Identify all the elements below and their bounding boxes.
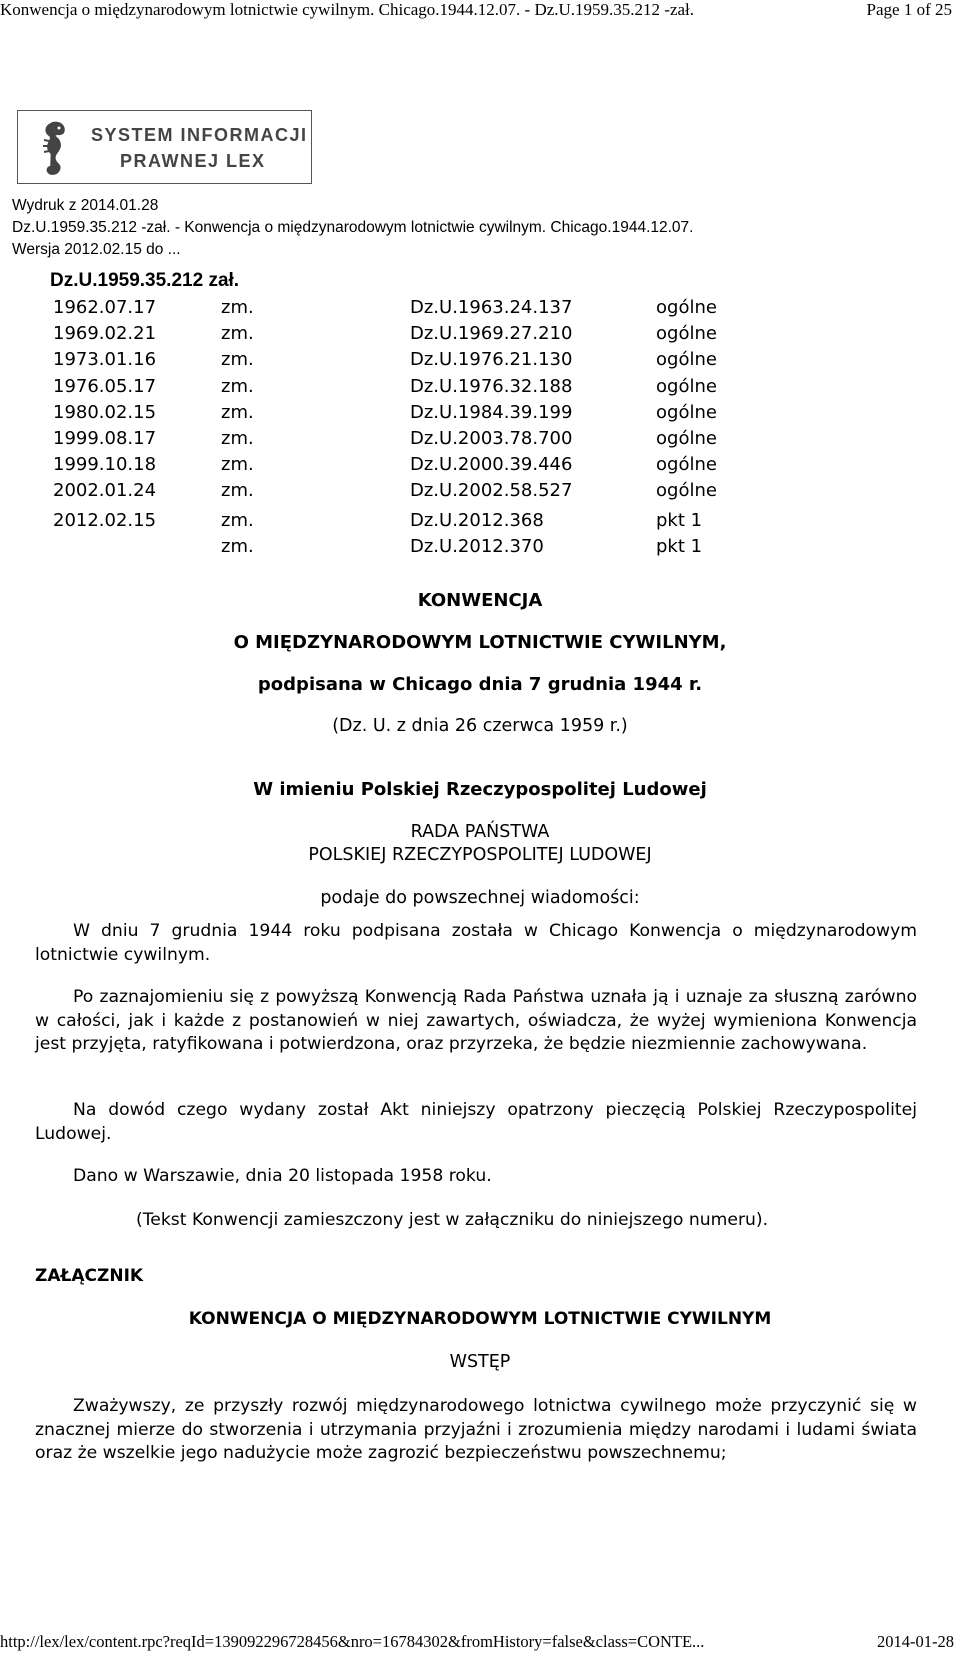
amendment-type: zm. (221, 375, 254, 397)
amendment-date: 1999.08.17 (53, 427, 157, 449)
amendment-date: 1976.05.17 (53, 375, 157, 397)
amendment-ref: Dz.U.2012.368 (410, 509, 544, 531)
amendment-kind: ogólne (656, 323, 717, 345)
amendment-date: 1969.02.21 (53, 323, 157, 345)
amendment-date: 1973.01.16 (53, 349, 157, 371)
annex-title: KONWENCJA O MIĘDZYNARODOWYM LOTNICTWIE CYWILNYM (188, 1309, 772, 1329)
amendment-type: zm. (221, 427, 254, 449)
amendment-ref: Dz.U.2002.58.527 (410, 480, 573, 502)
amendment-kind: ogólne (656, 401, 717, 423)
amendment-type: zm. (221, 323, 254, 345)
amendment-row (53, 478, 753, 504)
amendment-ref: Dz.U.2000.39.446 (410, 454, 573, 476)
annex-label: ZAŁĄCZNIK (35, 1266, 144, 1286)
paragraph-ratification: Po zaznajomieniu się z powyższą Konwencją Rada Państwa uznała ją i uznaje za słuszną zarówno w całości, jak i każde z postanowień w niej zawartych, oświadcza, że wyżej wymieniona Konwencja jest przyjęta, ratyfikowana i potwierdzona, oraz przyrzeka, że będzie niezmiennie zachowywana. (35, 987, 917, 1054)
amendment-row (53, 452, 753, 478)
paragraph-preamble: Zważywszy, ze przyszły rozwój międzynarodowego lotnictwa cywilnego może przyczynić się w znacznej mierze do stworzenia i utrzymania przyjaźni i zrozumienia między narodami i ludami świata oraz że wszelkie jego nadużycie może zagrozić bezpieczeństwu powszechnemu; (35, 1396, 917, 1463)
amendment-type: zm. (221, 297, 254, 318)
amendment-ref: Dz.U.1969.27.210 (410, 323, 573, 345)
amendment-ref: Dz.U.2012.370 (410, 535, 544, 557)
logo-text-line2: PRAWNEJ LEX (120, 151, 266, 171)
page-number: Page 1 of 25 (866, 0, 952, 19)
council-name-line2: POLSKIEJ RZECZYPOSPOLITEJ LUDOWEJ (308, 845, 652, 865)
seahorse-icon (30, 119, 74, 177)
amendment-kind: ogólne (656, 454, 717, 476)
document-reference: Dz.U.1959.35.212 -zał. - Konwencja o międzynarodowym lotnictwie cywilnym. Chicago.1944.12.07. (12, 219, 694, 236)
amendment-type: zm. (221, 454, 254, 476)
footer-date: 2014-01-28 (877, 1632, 954, 1651)
paragraph-date-place: Dano w Warszawie, dnia 20 listopada 1958 roku. (73, 1166, 492, 1186)
lex-logo (17, 110, 312, 184)
amendment-kind: ogólne (656, 349, 717, 371)
amendment-date: 1999.10.18 (53, 454, 157, 476)
amendment-kind: ogólne (656, 427, 717, 449)
act-title: Dz.U.1959.35.212 zał. (50, 270, 240, 291)
amendment-type: zm. (221, 401, 254, 423)
convention-heading: KONWENCJA (417, 590, 543, 611)
preamble-heading: WSTĘP (449, 1352, 511, 1372)
paragraph-annex-note: (Tekst Konwencji zamieszczony jest w załączniku do niniejszego numeru). (136, 1210, 769, 1230)
amendment-type: zm. (221, 349, 254, 371)
amendment-row (53, 534, 753, 560)
amendment-type: zm. (221, 509, 254, 531)
page-header-title: Konwencja o międzynarodowym lotnictwie cywilnym. Chicago.1944.12.07. - Dz.U.1959.35.212 -zał. (0, 0, 695, 19)
amendment-date: 2002.01.24 (53, 480, 157, 502)
amendment-ref: Dz.U.1976.21.130 (410, 349, 573, 371)
amendment-type: zm. (221, 535, 254, 557)
printout-date: Wydruk z 2014.01.28 (12, 197, 159, 214)
amendment-row (53, 400, 753, 426)
amendment-type: zm. (221, 480, 254, 502)
amendment-row (53, 347, 753, 373)
council-name-line1: RADA PAŃSTWA (410, 822, 550, 842)
amendment-row (53, 321, 753, 347)
amendment-ref: Dz.U.1963.24.137 (410, 297, 573, 318)
amendment-kind: pkt 1 (656, 535, 703, 557)
amendment-row (53, 508, 753, 534)
amendment-ref: Dz.U.1976.32.188 (410, 375, 573, 397)
amendment-row (53, 426, 753, 452)
logo-text-line1: SYSTEM INFORMACJI (91, 125, 308, 145)
amendment-kind: pkt 1 (656, 509, 703, 531)
amendment-row (53, 295, 753, 321)
version-info: Wersja 2012.02.15 do ... (12, 241, 181, 258)
on-behalf-heading: W imieniu Polskiej Rzeczypospolitej Ludowej (253, 779, 707, 800)
amendment-kind: ogólne (656, 297, 717, 318)
footer-url: http://lex/lex/content.rpc?reqId=139092296728456&nro=16784302&fromHistory=false&class=CONTE... (0, 1632, 705, 1651)
signing-info: podpisana w Chicago dnia 7 grudnia 1944 r. (257, 674, 703, 695)
amendment-row (53, 374, 753, 400)
amendment-ref: Dz.U.2003.78.700 (410, 427, 573, 449)
amendment-date: 2012.02.15 (53, 509, 157, 531)
amendment-ref: Dz.U.1984.39.199 (410, 401, 573, 423)
paragraph-seal: Na dowód czego wydany został Akt niniejszy opatrzony pieczęcią Polskiej Rzeczypospolitej Ludowej. (35, 1100, 917, 1144)
amendment-kind: ogólne (656, 375, 717, 397)
paragraph-signing: W dniu 7 grudnia 1944 roku podpisana została w Chicago Konwencja o międzynarodowym lotnictwie cywilnym. (35, 921, 917, 965)
publication-info: (Dz. U. z dnia 26 czerwca 1959 r.) (332, 716, 628, 736)
amendment-date: 1962.07.17 (53, 297, 157, 318)
amendment-date: 1980.02.15 (53, 401, 157, 423)
announcement-line: podaje do powszechnej wiadomości: (320, 888, 640, 908)
amendment-kind: ogólne (656, 480, 717, 502)
convention-subheading: O MIĘDZYNARODOWYM LOTNICTWIE CYWILNYM, (233, 632, 727, 653)
amendments-table (53, 295, 753, 560)
